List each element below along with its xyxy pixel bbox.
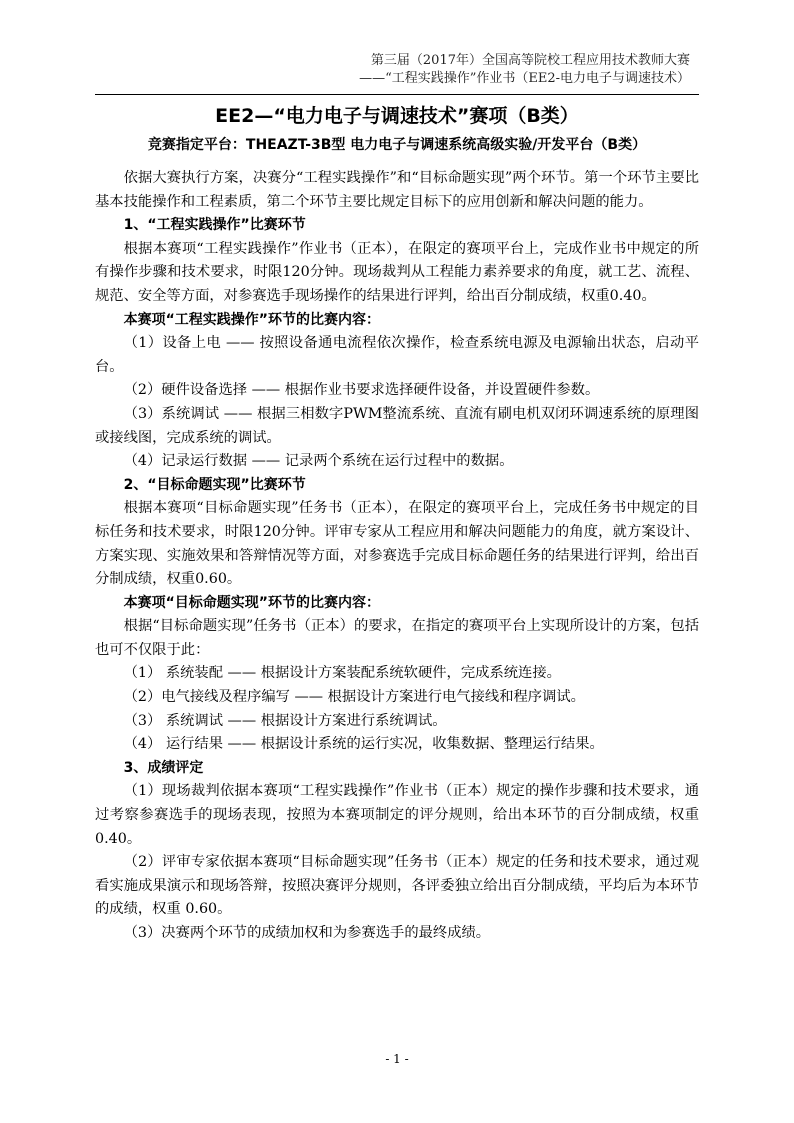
header-line-1: 第三届（2017年）全国高等院校工程应用技术教师大赛 <box>370 53 690 68</box>
page-header <box>50 52 690 88</box>
section-1-subheading: 本赛项“工程实践操作”环节的比赛内容： <box>123 311 380 328</box>
header-rule <box>95 94 699 95</box>
section-2-heading: 2、“目标命题实现”比赛环节 <box>123 476 306 493</box>
section-2-lead: 根据“目标命题实现”任务书（正本）的要求，在指定的赛项平台上实现所设计的方案，包括也可不仅限于此： <box>95 618 699 658</box>
header-line-2: ——“工程实践操作”作业书（EE2-电力电子与调速技术） <box>359 71 690 86</box>
section-3-item: （3）决赛两个环节的成绩加权和为参赛选手的最终成绩。 <box>123 925 491 941</box>
section-1-heading: 1、“工程实践操作”比赛环节 <box>123 217 306 234</box>
page-number: - 1 - <box>385 1052 409 1066</box>
section-2-subheading: 本赛项“目标命题实现”环节的比赛内容： <box>123 594 380 611</box>
document-title: EE2—“电力电子与调速技术”赛项（B类） <box>215 105 579 127</box>
section-1-item: （2）硬件设备选择 —— 根据作业书要求选择硬件设备，并设置硬件参数。 <box>123 382 600 399</box>
section-3-heading: 3、成绩评定 <box>123 759 204 776</box>
section-2-item: （4） 运行结果 —— 根据设计系统的运行实况，收集数据、整理运行结果。 <box>123 736 604 753</box>
section-2-item: （3） 系统调试 —— 根据设计方案进行系统调试。 <box>123 712 447 729</box>
section-3-item: （2）评审专家依据本赛项“目标命题实现”任务书（正本）规定的任务和技术要求，通过观看实施成果演示和现场答辩，按照决赛评分规则，各评委独立给出百分制成绩，平均后为本环节的成绩，权重 0.60。 <box>95 854 699 918</box>
document-subtitle: 竞赛指定平台：THEAZT-3B型 电力电子与调速系统高级实验/开发平台（B类） <box>147 137 647 153</box>
section-2-body: 根据本赛项“目标命题实现”任务书（正本），在限定的赛项平台上，完成任务书中规定的目标任务和技术要求，时限120分钟。评审专家从工程应用和解决问题能力的角度，就方案设计、方案实现、实施效果和答辩情况等方面，对参赛选手完成目标命题任务的结果进行评判，给出百分制成绩，权重0.60。 <box>95 500 699 588</box>
section-1-item: （1）设备上电 —— 按照设备通电流程依次操作，检查系统电源及电源输出状态，启动平台。 <box>95 335 699 375</box>
section-1-body: 根据本赛项“工程实践操作”作业书（正本），在限定的赛项平台上，完成作业书中规定的所有操作步骤和技术要求，时限120分钟。现场裁判从工程能力素养要求的角度，就工艺、流程、规范、安全等方面，对参赛选手现场操作的结果进行评判，给出百分制成绩，权重0.40。 <box>95 240 699 304</box>
section-1-item: （4）记录运行数据 —— 记录两个系统在运行过程中的数据。 <box>123 453 514 470</box>
section-2-item: （1） 系统装配 —— 根据设计方案装配系统软硬件，完成系统连接。 <box>123 665 561 682</box>
intro-paragraph: 依据大赛执行方案，决赛分“工程实践操作”和“目标命题实现”两个环节。第一个环节主要比基本技能操作和工程素质，第二个环节主要比规定目标下的应用创新和解决问题的能力。 <box>95 170 699 210</box>
document-body <box>95 167 699 946</box>
section-2-item: （2）电气接线及程序编写 —— 根据设计方案进行电气接线和程序调试。 <box>123 689 585 706</box>
section-1-item: （3）系统调试 —— 根据三相数字PWM整流系统、直流有刷电机双闭环调速系统的原理图或接线图，完成系统的调试。 <box>95 405 699 446</box>
section-3-item: （1）现场裁判依据本赛项“工程实践操作”作业书（正本）规定的操作步骤和技术要求，通过考察参赛选手的现场表现，按照为本赛项制定的评分规则，给出本环节的百分制成绩，权重 0.40。 <box>95 783 699 847</box>
